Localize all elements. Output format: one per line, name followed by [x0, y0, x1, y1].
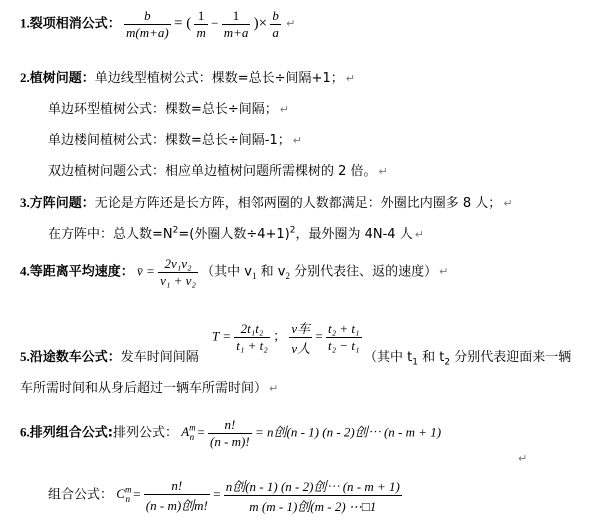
combination-line: 组合公式： $C^m_n$ = $\frac{n!}{\text{(n - m)创m!}}$ = $\frac{\text{n创(n - 1) (n - 2)创⋯ (n - m + 1)}}{\text{m (m - 1)创(m - 2) ⋯□1}}$ [48, 477, 400, 514]
section-5-note: （其中 $t_1$ 和 $t_2$ 分别代表迎面来一辆 [364, 350, 572, 368]
section-title: 裂项相消公式： [29, 16, 121, 32]
section-title: 等距离平均速度： [29, 264, 134, 280]
section-4-line: 4.等距离平均速度： v̄ = $\frac{\text{2v₁v₂}}{\text{v₁ + v₂}}$ （其中 $v_1$ 和 $v_2$ 分别代表往、返的速度） ↵ [20, 256, 449, 288]
text-line: 车所需时间和从身后超过一辆车所需时间） ↵ [20, 381, 279, 396]
section-title: 方阵问题： [29, 196, 95, 211]
section-2-header: 2.植树问题：单边线型植树公式：棵数=总长÷间隔+1； ↵ [20, 70, 355, 86]
paragraph-mark: ↵ [286, 17, 296, 31]
section-title: 植树问题： [29, 71, 95, 86]
section-5-header: 5.沿途数车公式：发车时间间隔 [20, 349, 199, 365]
fraction: $\frac{b}{a}$ [272, 8, 279, 40]
fraction: $\frac{1}{m}$ [196, 8, 206, 40]
fraction: $\frac{\text{v车}}{\text{v人}}$ [291, 321, 311, 356]
paragraph-mark: ↵ [518, 452, 528, 465]
comb-symbol: $C^m_n$ [116, 485, 132, 505]
perm-symbol: $A^m_n$ [181, 423, 196, 443]
fraction: $\frac{n!}{(n - m)!}$ [210, 417, 250, 449]
text-line: 单边环型植树公式：棵数=总长÷间隔； ↵ [48, 102, 290, 117]
fraction: $\frac{1}{m+a}$ [223, 8, 249, 40]
fraction: $\frac{\text{n创(n - 1) (n - 2)创⋯ (n - m + 1)}}{\text{m (m - 1)创(m - 2) ⋯□1}}$ [225, 479, 400, 514]
section-6-line: 6.排列组合公式:排列公式： $A^m_n$ = $\frac{n!}{(n - m)!}$ = n创(n - 1) (n - 2)创⋯ (n - m + 1) [20, 417, 442, 449]
formula-1-line: 1.裂项相消公式： $\frac{b}{m(m+a)}$ = ( $\frac{1}{m}$ − $\frac{1}{m+a}$ )× $\frac{b}{a}$ ↵ [20, 8, 296, 40]
formula-5-equations: T = $\frac{\text{2t₁t₂}}{\text{t₁ + t₂}}$ ； $\frac{\text{v车}}{\text{v人}}$ = $\frac{\text{t₂ + t₁}}{\text{t₂ − t₁}}$ [212, 318, 362, 358]
fraction: $\frac{b}{m(m+a)}$ [126, 8, 169, 40]
section-number: 1. [20, 15, 30, 31]
fraction: $\frac{\text{t₂ + t₁}}{\text{t₂ − t₁}}$ [327, 321, 360, 353]
fraction: $\frac{n!}{\text{(n - m)创m!}}$ [145, 477, 208, 513]
fraction: $\frac{\text{2v₁v₂}}{\text{v₁ + v₂}}$ [160, 256, 196, 288]
section-title: 排列组合公式: [29, 425, 113, 441]
text-line: 在方阵中：总人数$=N^2=$(外圈人数÷4+1)$^2$，最外圈为 4N-4 人 ↵ [48, 225, 424, 242]
section-3-header: 3.方阵问题：无论是方阵还是长方阵，相邻两圈的人数都满足：外圈比内圈多 8 人； ↵ [20, 195, 513, 211]
section-title: 沿途数车公式： [29, 350, 121, 365]
text-line: 单边楼间植树公式：棵数=总长÷间隔-1； ↵ [48, 133, 302, 148]
text-line: 双边植树问题公式：相应单边植树问题所需棵树的 2 倍。 ↵ [48, 164, 388, 179]
fraction: $\frac{\text{2t₁t₂}}{\text{t₁ + t₂}}$ [236, 321, 268, 353]
